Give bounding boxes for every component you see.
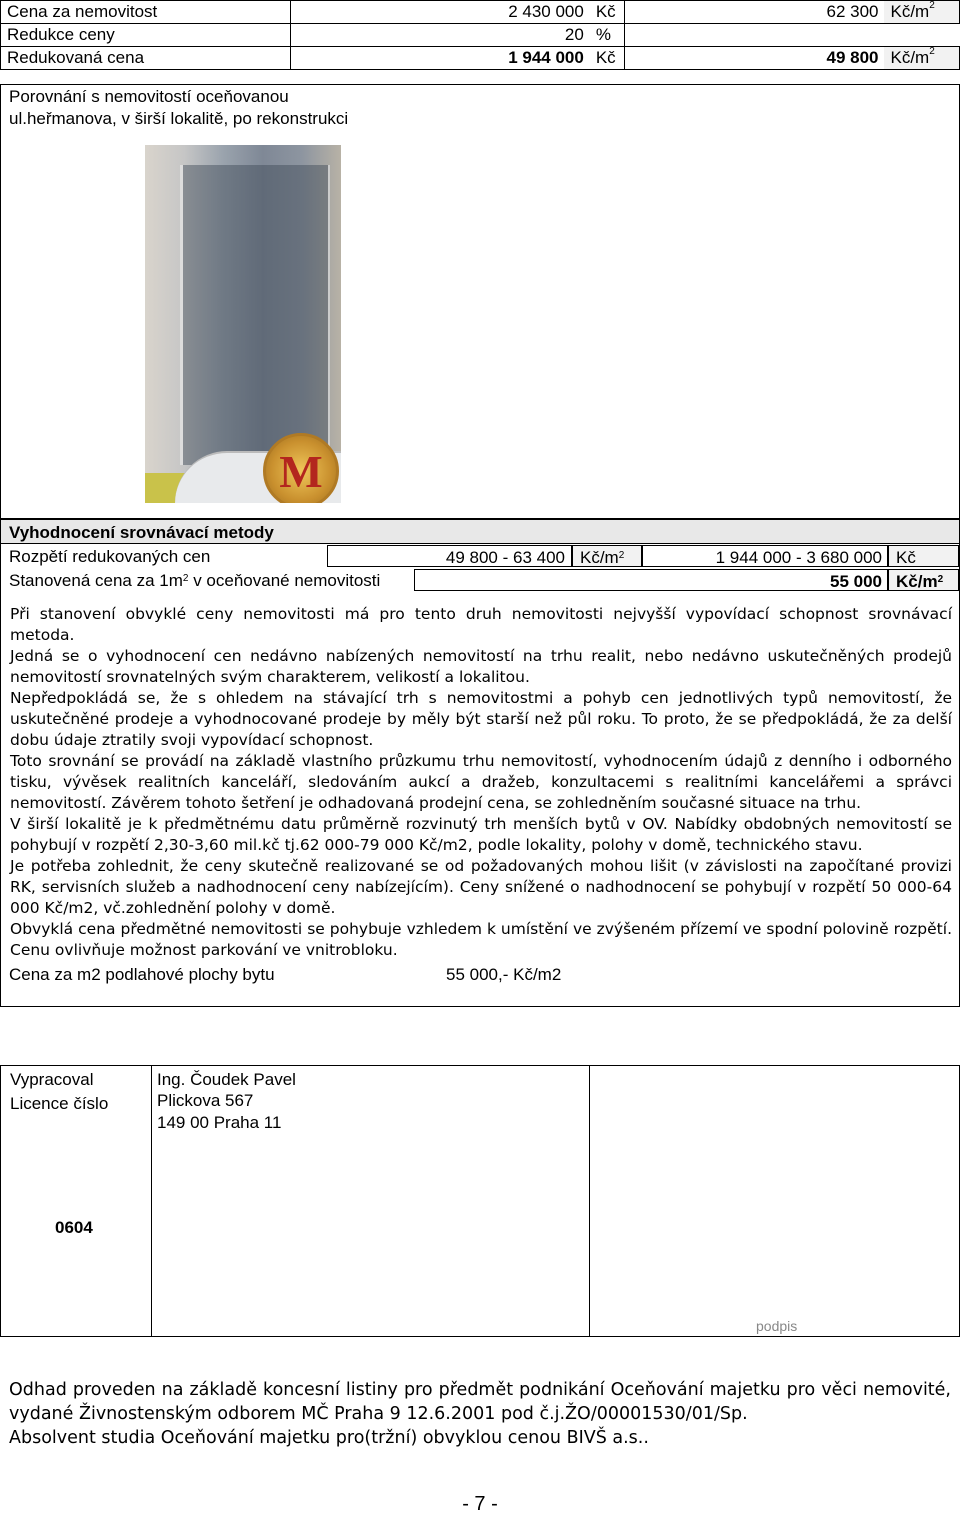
- set-price-row: [1, 569, 959, 593]
- license-note-line: Absolvent studia Oceňování majetku pro(tržní) obvyklou cenou BIVŠ a.s..: [9, 1428, 649, 1448]
- set-price-label: Stanovená cena za $1m^2$ v oceňované nemovitosti: [9, 571, 381, 590]
- license-label: Licence číslo: [10, 1094, 109, 1113]
- range-per-m2-unit: $Kč/m^2$: [572, 545, 642, 567]
- table-row: [1, 47, 960, 70]
- appraiser-info: [151, 1066, 590, 1336]
- analysis-paragraph: Toto srovnání se provádí na základě vlastního průzkumu trhu nemovitostí, vyhodnocením údajů z denního i odborného tisku, vývěsek realitních kanceláří, sledováním aukcí a dražeb, konzultacemi s realitními kancelářemi a správci nemovitostí. Závěrem tohoto šetření je odhadovaná prodejní cena, se zohledněním současné situace na trhu.: [10, 752, 952, 812]
- evaluation-section: [0, 519, 960, 1007]
- reduction-unit: %: [590, 24, 625, 47]
- analysis-paragraph: V širší lokalitě je k předmětnému datu průměrně rozvinutý trh menších bytů v OV. Nabídky obdobných nemovitostí se pohybují v rozpětí 2,30-3,60 mil.kč tj.62 000-79 000 Kč/m2, podle lokality, polohy v domě, technického stavu.: [10, 815, 952, 854]
- comparison-location: ul.heřmanova, v širší lokalitě, po rekonstrukci: [9, 109, 349, 128]
- table-row: [1, 1, 960, 24]
- range-label: Rozpětí redukovaných cen: [9, 547, 211, 566]
- row-label: Cena za nemovitost: [1, 1, 291, 24]
- price-unit: Kč: [590, 1, 625, 24]
- final-price-label: Cena za m2 podlahové plochy bytu: [9, 965, 275, 984]
- range-row: [1, 545, 959, 569]
- comparison-title: Porovnání s nemovitostí oceňovanou: [9, 87, 289, 106]
- license-note: [9, 1378, 951, 1450]
- reduced-unit: Kč: [590, 47, 625, 70]
- table-row: [1, 24, 960, 47]
- appraiser-name: Ing. Čoudek Pavel: [157, 1070, 296, 1089]
- signature-labels: [1, 1066, 152, 1336]
- row-label: Redukce ceny: [1, 24, 291, 47]
- range-per-m2: 49 800 - 63 400: [327, 545, 572, 567]
- final-price-value: 55 000,- Kč/m2: [446, 965, 562, 984]
- analysis-paragraph: Nepředpokládá se, že s ohledem na stávající trh s nemovitostmi a pohyb cen jednotlivých typů nemovitostí, že uskutečněné prodeje a vyhodnocované prodeje by měly být starší než půl roku. To proto, že se předpokládá, že za delší dobu údaje ztratily svoji vypovídací schopnost.: [10, 689, 952, 749]
- reduced-per-m2-unit: $Kč/m^2$: [884, 47, 959, 70]
- row-label: Redukovaná cena: [1, 47, 291, 70]
- company-logo: M: [263, 433, 339, 503]
- range-total-unit: Kč: [888, 545, 959, 567]
- reduced-value: 1 944 000: [290, 47, 590, 70]
- evaluation-heading: Vyhodnocení srovnávací metody: [1, 520, 959, 544]
- reduced-per-m2: 49 800: [625, 47, 885, 70]
- page-number: - 7 -: [462, 1493, 498, 1515]
- comparison-box: [0, 84, 960, 519]
- empty-cell: [625, 24, 960, 47]
- price-per-m2: 62 300: [625, 1, 885, 24]
- analysis-paragraph: Při stanovení obvyklé ceny nemovitosti má pro tento druh nemovitosti nejvyšší vypovídací schopnost srovnávací metoda.: [10, 605, 952, 644]
- price-value: 2 430 000: [290, 1, 590, 24]
- price-per-m2-unit: $Kč/m^2$: [884, 1, 959, 24]
- analysis-paragraph: Je potřeba zohlednit, že ceny skutečně realizované se od požadovaných mohou lišit (v závislosti na započítané provizi RK, servisních služeb a nadhodnocení ceny nabízejícím). Ceny snížené o nadhodnocení se pohybují v rozpětí 50 000-64 000 Kč/m2, vč.zohlednění polohy v domě.: [10, 857, 952, 917]
- analysis-paragraph: Obvyklá cena předmětné nemovitosti se pohybuje vzhledem k umístění ve zvýšeném přízemí ve spodní polovině rozpětí. Cenu ovlivňuje možnost parkování ve vnitrobloku.: [10, 920, 952, 959]
- set-price-value: 55 000: [414, 569, 888, 591]
- range-total: 1 944 000 - 3 680 000: [642, 545, 888, 567]
- analysis-text: [10, 604, 952, 961]
- set-price-unit: $Kč/m^2$: [888, 569, 959, 591]
- license-number: 0604: [55, 1218, 93, 1237]
- signature-block: [0, 1065, 960, 1337]
- license-note-line: Odhad proveden na základě koncesní listiny pro předmět podnikání Oceňování majetku pro věci nemovité, vydané Živnostenským odborem MČ Praha 9 12.6.2001 pod č.j.ŽO/00001530/01/Sp.: [9, 1380, 951, 1424]
- signature-label: podpis: [756, 1318, 798, 1334]
- shower-glass: [180, 165, 330, 465]
- prepared-label: Vypracoval: [10, 1070, 94, 1089]
- price-table: [0, 0, 960, 70]
- analysis-paragraph: Jedná se o vyhodnocení cen nedávno nabízených nemovitostí na trhu realit, nebo nedávno uskutečněných prodejů nemovitostí srovnatelných svým charakterem, velikostí a lokalitou.: [10, 647, 952, 686]
- appraiser-street: Plickova 567: [157, 1091, 254, 1110]
- appraiser-city: 149 00 Praha 11: [157, 1113, 282, 1132]
- reduction-value: 20: [290, 24, 590, 47]
- property-photo: [145, 145, 341, 503]
